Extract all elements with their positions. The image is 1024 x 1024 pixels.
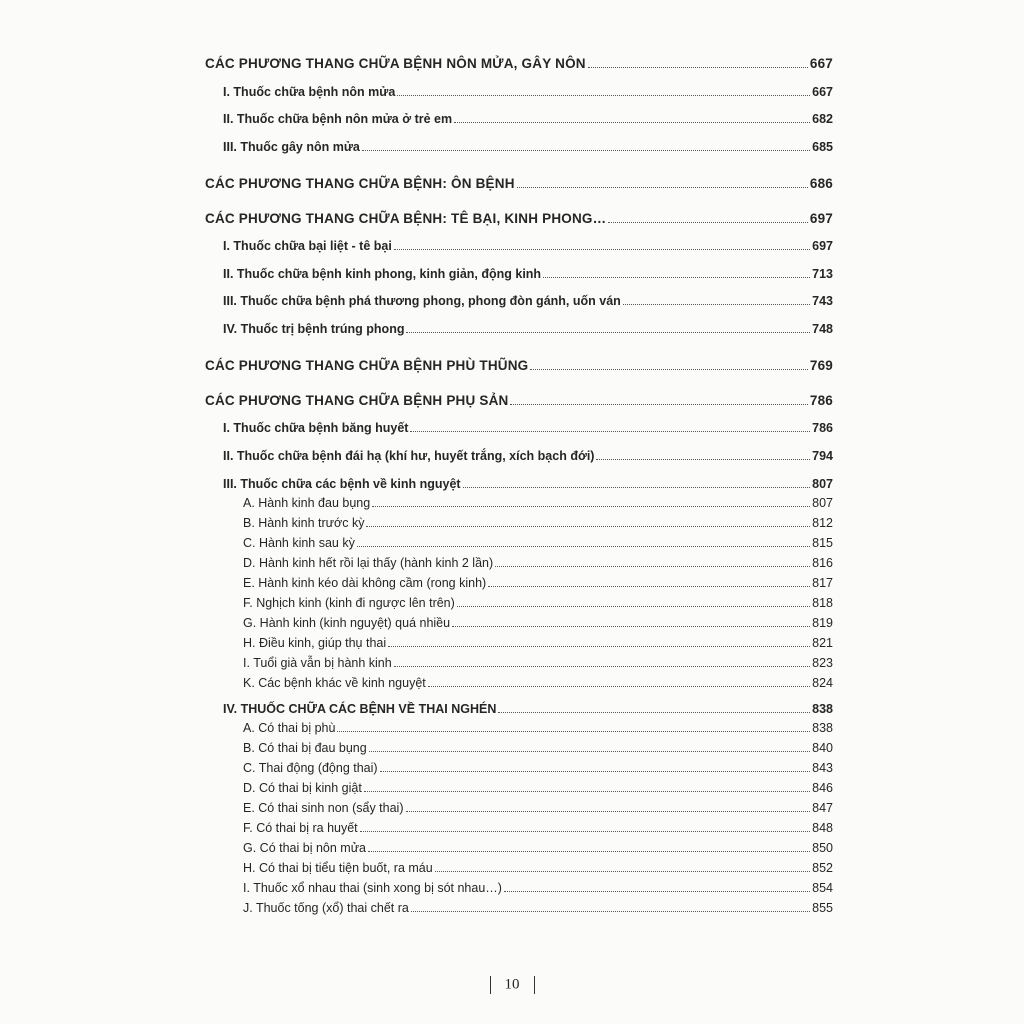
toc-page-number: 794 xyxy=(812,449,833,463)
toc-entry-title: CÁC PHƯƠNG THANG CHỮA BỆNH: TÊ BẠI, KINH PHONG… xyxy=(205,211,607,226)
toc-page-number: 850 xyxy=(812,841,833,855)
toc-page-number: 847 xyxy=(812,801,833,815)
toc-page-number: 807 xyxy=(812,477,833,491)
toc-page-number: 697 xyxy=(812,239,833,253)
toc-page-number: 667 xyxy=(809,56,833,71)
toc-page-number: 743 xyxy=(812,294,833,308)
toc-entry-title: I. Tuổi già vẫn bị hành kinh xyxy=(243,656,392,670)
toc-entry-title: CÁC PHƯƠNG THANG CHỮA BỆNH NÔN MỬA, GÂY NÔN xyxy=(205,56,586,71)
toc-dot-leader xyxy=(463,487,811,488)
toc-page-number: 685 xyxy=(812,140,833,154)
toc-subsection xyxy=(243,882,833,895)
toc-section xyxy=(223,703,833,716)
toc-entry-title: C. Hành kinh sau kỳ xyxy=(243,536,355,550)
toc-section xyxy=(223,295,833,308)
toc-chapter xyxy=(205,394,833,408)
toc-entry-title: II. Thuốc chữa bệnh nôn mửa ở trẻ em xyxy=(223,112,453,126)
toc-subsection xyxy=(243,722,833,735)
toc-subsection xyxy=(243,517,833,530)
toc-page-number: 855 xyxy=(812,901,833,915)
toc-section xyxy=(223,422,833,435)
toc-page-number: 815 xyxy=(812,536,833,550)
toc-page-number: 846 xyxy=(812,781,833,795)
toc-entry-title: F. Nghịch kinh (kinh đi ngược lên trên) xyxy=(243,596,455,610)
toc-dot-leader xyxy=(428,686,810,687)
toc-dot-leader xyxy=(368,851,810,852)
toc-dot-leader xyxy=(588,67,808,68)
toc-section xyxy=(223,268,833,281)
toc-subsection xyxy=(243,497,833,510)
toc-dot-leader xyxy=(406,332,810,333)
toc-entry-title: B. Có thai bị đau bụng xyxy=(243,741,367,755)
toc-page-number: 821 xyxy=(812,636,833,650)
toc-entry-title: CÁC PHƯƠNG THANG CHỮA BỆNH PHỤ SẢN xyxy=(205,393,509,408)
toc-subsection xyxy=(243,657,833,670)
toc-page-number: 838 xyxy=(812,721,833,735)
toc-dot-leader xyxy=(510,404,807,405)
toc-dot-leader xyxy=(394,666,810,667)
toc-entry-title: CÁC PHƯƠNG THANG CHỮA BỆNH: ÔN BỆNH xyxy=(205,176,515,191)
toc-section xyxy=(223,141,833,154)
toc-section xyxy=(223,86,833,99)
toc-chapter xyxy=(205,212,833,226)
toc-entry-title: E. Có thai sinh non (sẩy thai) xyxy=(243,801,404,815)
toc-entry-title: I. Thuốc chữa bệnh băng huyết xyxy=(223,421,409,435)
toc-page-number: 786 xyxy=(809,393,833,408)
toc-page-number: 686 xyxy=(809,176,833,191)
toc-entry-title: H. Có thai bị tiểu tiện buốt, ra máu xyxy=(243,861,433,875)
toc-subsection xyxy=(243,577,833,590)
toc-entry-title: IV. THUỐC CHỮA CÁC BỆNH VỀ THAI NGHÉN xyxy=(223,702,497,716)
toc-dot-leader xyxy=(362,150,810,151)
toc-section xyxy=(223,478,833,491)
toc-page-number: 697 xyxy=(809,211,833,226)
toc-dot-leader xyxy=(357,546,810,547)
toc-subsection xyxy=(243,782,833,795)
toc-entry-title: CÁC PHƯƠNG THANG CHỮA BỆNH PHÙ THŨNG xyxy=(205,358,529,373)
toc-page-number: 812 xyxy=(812,516,833,530)
toc-dot-leader xyxy=(504,891,810,892)
toc-entry-title: K. Các bệnh khác về kinh nguyệt xyxy=(243,676,426,690)
toc-page-number: 769 xyxy=(809,358,833,373)
toc-section xyxy=(223,323,833,336)
toc-subsection xyxy=(243,677,833,690)
toc-subsection xyxy=(243,762,833,775)
toc-page-number: 748 xyxy=(812,322,833,336)
toc-dot-leader xyxy=(411,911,810,912)
toc-page-number: 854 xyxy=(812,881,833,895)
toc-entry-title: II. Thuốc chữa bệnh đái hạ (khí hư, huyết trắng, xích bạch đới) xyxy=(223,449,595,463)
toc-entry-title: E. Hành kinh kéo dài không cầm (rong kinh) xyxy=(243,576,487,590)
toc-dot-leader xyxy=(517,187,808,188)
toc-page-number: 713 xyxy=(812,267,833,281)
toc-subsection xyxy=(243,557,833,570)
toc-page-number: 818 xyxy=(812,596,833,610)
toc-entry-title: I. Thuốc chữa bệnh nôn mửa xyxy=(223,85,396,99)
toc-dot-leader xyxy=(543,277,810,278)
toc-dot-leader xyxy=(498,712,810,713)
toc-entry-title: I. Thuốc chữa bại liệt - tê bại xyxy=(223,239,392,253)
toc-page-number: 786 xyxy=(812,421,833,435)
toc-dot-leader xyxy=(457,606,810,607)
toc-dot-leader xyxy=(369,751,810,752)
toc-page-number: 848 xyxy=(812,821,833,835)
toc-page-number: 807 xyxy=(812,496,833,510)
page-footer xyxy=(0,976,1024,994)
toc-entry-title: IV. Thuốc trị bệnh trúng phong xyxy=(223,322,405,336)
toc-entry-title: B. Hành kinh trước kỳ xyxy=(243,516,365,530)
page-number: 10 xyxy=(504,976,520,993)
toc-dot-leader xyxy=(495,566,810,567)
toc-chapter xyxy=(205,177,833,191)
toc-dot-leader xyxy=(530,369,808,370)
toc-chapter xyxy=(205,57,833,71)
toc-section xyxy=(223,113,833,126)
toc-chapter xyxy=(205,359,833,373)
toc-subsection xyxy=(243,902,833,915)
toc-entry-title: I. Thuốc xổ nhau thai (sinh xong bị sót nhau…) xyxy=(243,881,502,895)
toc-dot-leader xyxy=(623,304,810,305)
toc-subsection xyxy=(243,802,833,815)
toc-subsection xyxy=(243,537,833,550)
toc-dot-leader xyxy=(435,871,810,872)
toc-entry-title: A. Có thai bị phù xyxy=(243,721,336,735)
toc-page-number: 852 xyxy=(812,861,833,875)
toc-page-number: 819 xyxy=(812,616,833,630)
toc-entry-title: F. Có thai bị ra huyết xyxy=(243,821,358,835)
toc-dot-leader xyxy=(366,526,810,527)
toc-subsection xyxy=(243,597,833,610)
toc-dot-leader xyxy=(394,249,810,250)
toc-page-number: 667 xyxy=(812,85,833,99)
toc-subsection xyxy=(243,822,833,835)
toc-entry-title: G. Hành kinh (kinh nguyệt) quá nhiều xyxy=(243,616,451,630)
toc-dot-leader xyxy=(337,731,810,732)
toc-dot-leader xyxy=(388,646,810,647)
toc-page-number: 823 xyxy=(812,656,833,670)
toc-entry-title: III. Thuốc gây nôn mửa xyxy=(223,140,360,154)
footer-left-rule xyxy=(490,976,491,994)
toc-dot-leader xyxy=(454,122,810,123)
toc-dot-leader xyxy=(410,431,810,432)
toc-dot-leader xyxy=(608,222,808,223)
toc-section xyxy=(223,450,833,463)
toc-entry-title: III. Thuốc chữa các bệnh về kinh nguyệt xyxy=(223,477,461,491)
toc-entry-title: J. Thuốc tống (xổ) thai chết ra xyxy=(243,901,409,915)
toc-dot-leader xyxy=(596,459,810,460)
toc-subsection xyxy=(243,637,833,650)
toc-section xyxy=(223,240,833,253)
footer-right-rule xyxy=(534,976,535,994)
toc-dot-leader xyxy=(452,626,810,627)
toc-entry-title: A. Hành kinh đau bụng xyxy=(243,496,371,510)
toc-dot-leader xyxy=(360,831,810,832)
toc-entry-title: H. Điều kinh, giúp thụ thai xyxy=(243,636,387,650)
toc-entry-title: G. Có thai bị nôn mửa xyxy=(243,841,367,855)
toc-page-number: 682 xyxy=(812,112,833,126)
toc-subsection xyxy=(243,842,833,855)
toc-page-number: 843 xyxy=(812,761,833,775)
toc-entry-title: D. Hành kinh hết rồi lại thấy (hành kinh 2 lần) xyxy=(243,556,494,570)
toc-entry-title: D. Có thai bị kinh giật xyxy=(243,781,362,795)
toc-page-number: 838 xyxy=(812,702,833,716)
toc-subsection xyxy=(243,862,833,875)
toc-page-number: 816 xyxy=(812,556,833,570)
toc-page-number: 817 xyxy=(812,576,833,590)
toc-dot-leader xyxy=(380,771,811,772)
toc-subsection xyxy=(243,742,833,755)
toc-dot-leader xyxy=(488,586,810,587)
toc-subsection xyxy=(243,617,833,630)
toc-dot-leader xyxy=(372,506,810,507)
toc-entry-title: C. Thai động (động thai) xyxy=(243,761,378,775)
toc-dot-leader xyxy=(364,791,810,792)
toc-entry-title: II. Thuốc chữa bệnh kinh phong, kinh giản, động kinh xyxy=(223,267,542,281)
toc-dot-leader xyxy=(397,95,810,96)
toc-page-number: 824 xyxy=(812,676,833,690)
toc-entry-title: III. Thuốc chữa bệnh phá thương phong, phong đòn gánh, uốn ván xyxy=(223,294,621,308)
toc-page-number: 840 xyxy=(812,741,833,755)
toc-dot-leader xyxy=(406,811,811,812)
